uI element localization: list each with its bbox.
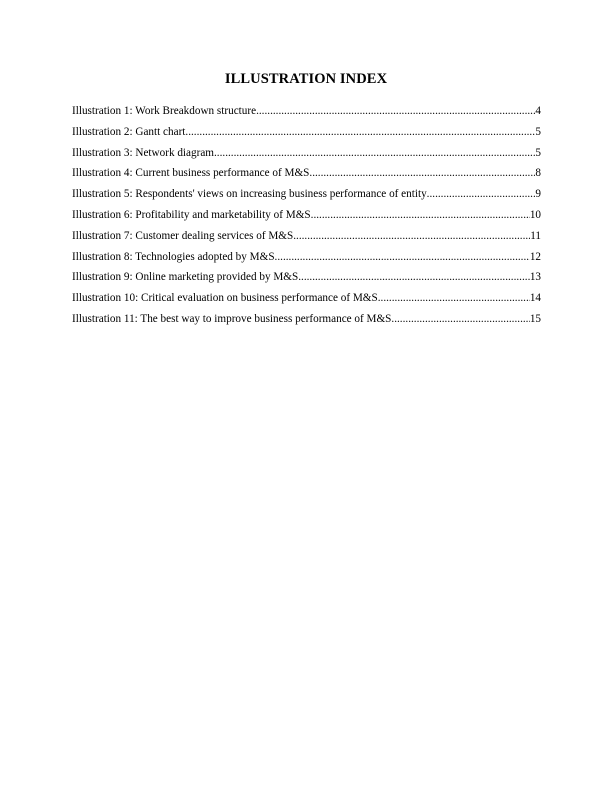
dot-leader: [309, 163, 535, 184]
entry-label: Illustration 1: Work Breakdown structure: [72, 105, 257, 117]
entry-page-number: 5: [535, 125, 541, 138]
entry-page-number: 10: [529, 208, 541, 221]
entry-label: Illustration 4: Current business performance of M&S: [72, 167, 310, 180]
index-entry[interactable]: [72, 122, 541, 143]
index-title: ILLUSTRATION INDEX: [224, 71, 388, 87]
dot-leader: [298, 267, 530, 288]
index-entry[interactable]: [72, 163, 541, 184]
entry-page-number: 14: [529, 292, 541, 305]
entry-page-number: 11: [530, 229, 541, 242]
dot-leader: [391, 309, 529, 330]
index-entry[interactable]: [72, 184, 541, 205]
dot-leader: [185, 122, 535, 143]
entry-page-number: 12: [529, 250, 541, 263]
entry-page-number: 4: [535, 105, 541, 117]
entry-page-number: 9: [535, 188, 541, 201]
illustration-index-list: [72, 101, 541, 330]
index-entry[interactable]: [72, 267, 541, 288]
entry-label: Illustration 2: Gantt chart: [72, 125, 186, 138]
index-entry[interactable]: [72, 205, 541, 226]
dot-leader: [275, 247, 530, 268]
index-entry[interactable]: [72, 309, 541, 330]
entry-page-number: 13: [529, 271, 541, 284]
index-entry[interactable]: [72, 288, 541, 309]
entry-label: Illustration 8: Technologies adopted by M&S: [72, 250, 275, 263]
entry-label: Illustration 10: Critical evaluation on business performance of M&S: [72, 292, 378, 305]
index-entry[interactable]: [72, 143, 541, 164]
dot-leader: [378, 288, 530, 309]
index-entry[interactable]: [72, 101, 541, 122]
index-entry[interactable]: [72, 226, 541, 247]
entry-label: Illustration 7: Customer dealing services of M&S: [72, 229, 294, 242]
entry-label: Illustration 11: The best way to improve business performance of M&S: [72, 312, 392, 325]
entry-page-number: 5: [535, 146, 541, 159]
entry-page-number: 15: [529, 312, 541, 325]
index-entry[interactable]: [72, 247, 541, 268]
entry-label: Illustration 3: Network diagram: [72, 146, 214, 159]
entry-label: Illustration 6: Profitability and marketability of M&S: [72, 208, 311, 221]
dot-leader: [311, 205, 530, 226]
dot-leader: [293, 226, 530, 247]
dot-leader: [214, 143, 535, 164]
dot-leader: [427, 184, 536, 205]
entry-label: Illustration 5: Respondents' views on increasing business performance of entity: [72, 188, 427, 201]
dot-leader: [256, 101, 535, 122]
entry-page-number: 8: [535, 167, 541, 180]
entry-label: Illustration 9: Online marketing provided by M&S: [72, 271, 299, 284]
